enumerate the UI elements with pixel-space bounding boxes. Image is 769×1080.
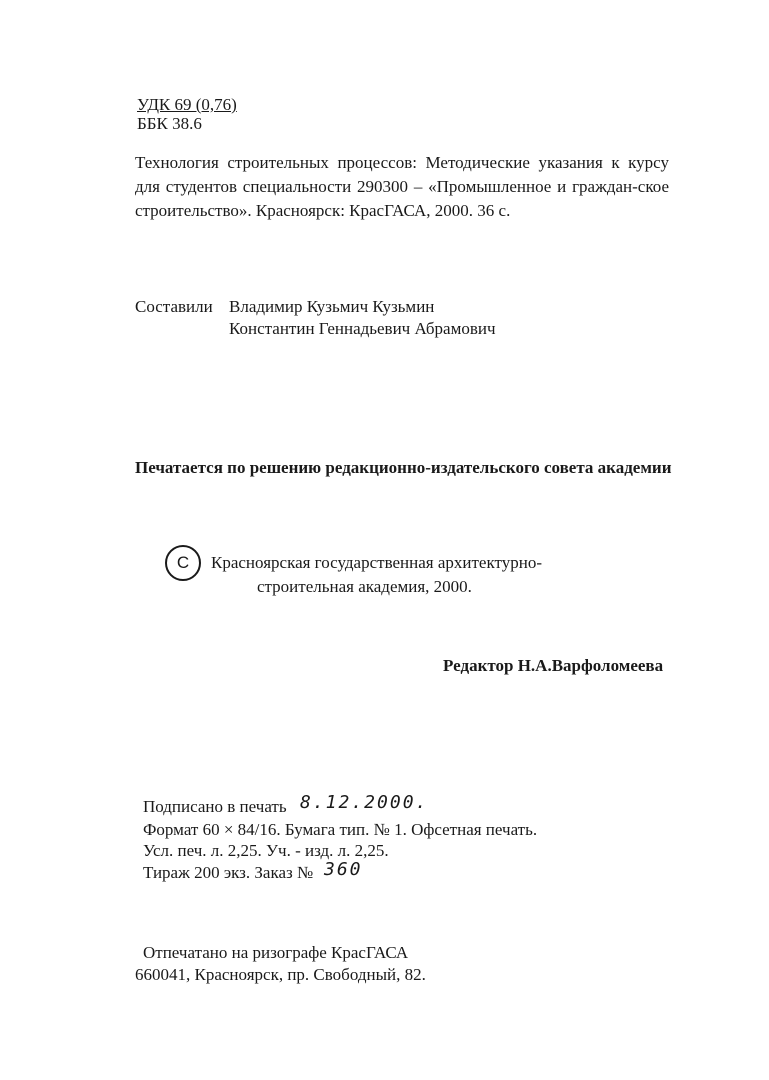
udk-code: УДК 69 (0,76)	[137, 95, 237, 114]
compilers-label: Составили	[135, 297, 213, 316]
approval-note: Печатается по решению редакционно-издательского совета академии	[135, 458, 672, 477]
copyright-line-2: строительная академия, 2000.	[257, 577, 472, 596]
compiler-name-1: Владимир Кузьмич Кузьмин	[229, 297, 435, 316]
bibliographic-description: Технология строительных процессов: Методические указания к курсу для студентов специальности 290300 – «Промышленное и граждан-ское строительство». Красноярск: КрасГАСА, 2000. 36 с.	[135, 153, 669, 220]
copyright-line-1: Красноярская государственная архитектурно-	[211, 553, 542, 572]
imprint-signed-label: Подписано в печать	[143, 797, 287, 816]
imprint-run-label: Тираж 200 экз. Заказ №	[143, 863, 314, 882]
imprint-format: Формат 60 × 84/16. Бумага тип. № 1. Офсетная печать.	[143, 820, 538, 839]
imprint-signed-date: 8.12.2000.	[300, 792, 429, 813]
compiler-name-2: Константин Геннадьевич Абрамович	[229, 319, 496, 338]
copyright-icon: С	[165, 545, 201, 581]
bbk-code: ББК 38.6	[137, 114, 202, 133]
imprint-sheets: Усл. печ. л. 2,25. Уч. - изд. л. 2,25.	[143, 841, 389, 860]
editor-credit: Редактор Н.А.Варфоломеева	[443, 656, 664, 675]
printer-line-1: Отпечатано на ризографе КрасГАСА	[143, 943, 409, 962]
imprint-order-number: 360	[324, 859, 363, 880]
printer-line-2: 660041, Красноярск, пр. Свободный, 82.	[135, 965, 426, 984]
